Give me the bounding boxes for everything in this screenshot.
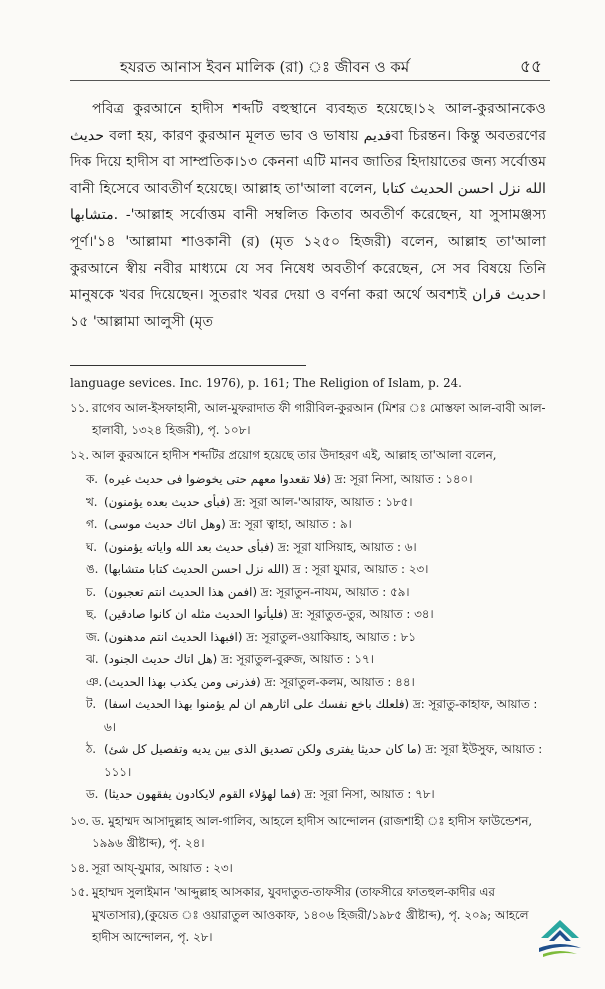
footnote-text: সূরা আয্-যুমার, আয়াত : ২৩। bbox=[92, 860, 233, 875]
footnote-text: আল কুরআনে হাদীস শব্দটির প্রয়োগ হয়েছে তার উদাহরণ এই, আল্লাহ তা'আলা বলেন, bbox=[92, 447, 497, 462]
item-label: ক. bbox=[86, 472, 99, 486]
publisher-logo-icon bbox=[535, 916, 585, 962]
item-text: (افبهذا الحديث انتم مدهنون) দ্র: সূরাতুল-ওয়াকিয়াহ, আয়াত : ৮১ bbox=[104, 629, 416, 644]
item-label: ঘ. bbox=[86, 539, 98, 554]
list-item bbox=[86, 558, 550, 581]
item-label: ঠ. bbox=[86, 742, 97, 756]
footnote-divider bbox=[70, 365, 306, 366]
list-item bbox=[86, 671, 550, 694]
footnote-number: ১৩. bbox=[70, 813, 90, 828]
item-text: (فبأى حديث بعد الله واياته يؤمنون) দ্র: সূরা যাসিয়াহ, আয়াত : ৬। bbox=[104, 539, 417, 554]
footnote-continuation: language sevices. Inc. 1976), p. 161; The Religion of Islam, p. 24. bbox=[70, 376, 462, 390]
list-item bbox=[86, 648, 550, 671]
item-text: (هل اتاك حديث الجنود) দ্র: সূরাতুল-বুরুজ, আয়াত : ১৭। bbox=[104, 652, 374, 666]
footnote-number: ১৫. bbox=[70, 885, 90, 899]
footnote-15 bbox=[70, 881, 550, 949]
item-text: (وهل اتاك حديث موسى) দ্র: সূরা ত্বাহা, আয়াত : ৯। bbox=[104, 517, 352, 531]
footnote-11 bbox=[70, 397, 550, 442]
item-text: (افمن هذا الحديث انتم تعجبون) দ্র: সূরাতুন-নাযম, আয়াত : ৫৯। bbox=[104, 584, 410, 599]
footnote-number: ১৪. bbox=[70, 860, 90, 875]
item-text: (ما كان حديثا يفترى ولكن تصديق الذى بين يديه وتفصيل كل شئ) দ্র: সূরা ইউসুফ, আয়াত : ১১১। bbox=[104, 742, 543, 779]
item-text: (فلعلك باخع نفسك على اثارهم ان لم يؤمنوا بهذا الحديث اسفا) দ্র: সূরাতু-কাহাফ, আয়াত : ৬। bbox=[104, 697, 538, 734]
footnote-14 bbox=[70, 857, 550, 880]
list-item bbox=[86, 738, 550, 783]
list-item bbox=[86, 491, 550, 514]
list-item bbox=[86, 783, 550, 806]
item-label: ঝ. bbox=[86, 652, 99, 666]
item-text: (فليأتوا الحديث مثله ان كانوا صادقين) দ্র: সূরাতুত-তুর, আয়াত : ৩৪। bbox=[104, 607, 434, 621]
item-label: ড. bbox=[86, 787, 99, 801]
item-label: ঙ. bbox=[86, 562, 99, 576]
item-label: ট. bbox=[86, 697, 97, 711]
footnote-text: রাগেব আল-ইসফাহানী, আল-মুফরাদাত ফী গারীবিল-কুরআন (মিশর ঃ মোস্তফা আল-বাবী আল-হালাবী, ১৩২৪ হিজরী), পৃ. ১০৮। bbox=[92, 400, 546, 437]
footnote-text: মুহাম্মদ সুলাইমান 'আব্দুল্লাহ আসকার, যুবদাতুত-তাফসীর (তাফসীরে ফাতহুল-কাদীর এর মুখতাসার),(কুয়েত ঃ ওয়ারাতুল আওকাফ, ১৪০৬ হিজরী/১৯৮৫ খ্রীষ্টাব্দ), পৃ. ২০৯; আহলে হাদীস আন্দোলন, পৃ. ২৮। bbox=[92, 885, 529, 944]
body-paragraph: পবিত্র কুরআনে হাদীস শব্দটি বহুস্থানে ব্যবহৃত হয়েছে।১২ আল-কুরআনকেও حديث বলা হয়, কারণ কুরআন মূলত ভাব ও ভাষায় قديمবা চিরন্তন। কিন্তু অবতরণের দিক দিয়ে হাদীস বা সাম্প্রতিক।১৩ কেননা এটি মানব জাতির হিদায়াতের জন্য সর্বোত্তম বানী হিসেবে আবতীর্ণ হয়েছে। আল্লাহ তা'আলা বলেন, الله نزل احسن الحديث كتابا متشابها. -'আল্লাহ সর্বোত্তম বানী সম্বলিত কিতাব অবতীর্ণ করেছেন, যা সুসামঞ্জস্য পূর্ণ।'১৪ 'আল্লামা শাওকানী (র) (মৃত ১২৫০ হিজরী) বলেন, আল্লাহ তা'আলা কুরআনে স্বীয় নবীর মাধ্যমে যে সব নিষেধ অবতীর্ণ করেছেন, সে সব বিষয়ে তিনি মানুষকে খবর দিয়েছেন। সুতরাং খবর দেয়া ও বর্ণনা করা অর্থে অবশ্যই حديث قران।১৫ 'আল্লামা আলুসী (মৃত bbox=[70, 101, 547, 330]
item-text: (فذرنى ومن يكذب بهذا الحديث) দ্র: সূরাতুল-কলম, আয়াত : ৪৪। bbox=[104, 674, 415, 689]
list-item bbox=[86, 468, 550, 491]
list-item bbox=[86, 603, 550, 626]
running-header bbox=[70, 54, 550, 81]
list-item bbox=[86, 536, 550, 559]
item-label: ছ. bbox=[86, 607, 97, 621]
footnote-12-list bbox=[86, 468, 550, 806]
main-body bbox=[70, 96, 546, 335]
list-item bbox=[86, 581, 550, 604]
item-label: ঞ. bbox=[86, 674, 103, 689]
footnote-13 bbox=[70, 810, 550, 855]
item-label: জ. bbox=[86, 629, 101, 644]
page-number: ৫৫ bbox=[519, 57, 542, 77]
item-text: (فلا تقعدوا معهم حتى يخوضوا فى حديث غيره) দ্র: সূরা নিসা, আয়াত : ১৪০। bbox=[104, 472, 473, 486]
footnote-text: ড. মুহাম্মদ আসাদুল্লাহ আল-গালিব, আহলে হাদীস আন্দোলন (রাজশাহী ঃ হাদীস ফাউন্ডেশন, ১৯৯৬ খ্রীষ্টাব্দ), পৃ. ২৪। bbox=[92, 813, 533, 850]
list-item bbox=[86, 626, 550, 649]
footnote-12 bbox=[70, 444, 550, 467]
item-text: (فبأى حديث بعده يؤمنون) দ্র: সূরা আল-'আরাফ, আয়াত : ১৮৫। bbox=[104, 494, 413, 509]
item-label: খ. bbox=[86, 494, 98, 509]
list-item bbox=[86, 513, 550, 536]
footnote-number: ১২. bbox=[70, 447, 90, 462]
item-text: (الله نزل احسن الحديث كتابا متشابها) দ্র : সূরা যুমার, আয়াত : ২৩। bbox=[104, 562, 429, 576]
item-text: (فما لهؤلاء القوم لايكادون يفقهون حديثا) দ্র: সূরা নিসা, আয়াত : ৭৮। bbox=[104, 787, 435, 801]
header-title: হযরত আনাস ইবন মালিক (রা) ঃ জীবন ও কর্ম bbox=[120, 58, 410, 76]
list-item bbox=[86, 693, 550, 738]
item-label: গ. bbox=[86, 517, 98, 531]
item-label: চ. bbox=[86, 584, 97, 599]
footnote-number: ১১. bbox=[70, 400, 90, 415]
footnotes bbox=[70, 372, 550, 951]
